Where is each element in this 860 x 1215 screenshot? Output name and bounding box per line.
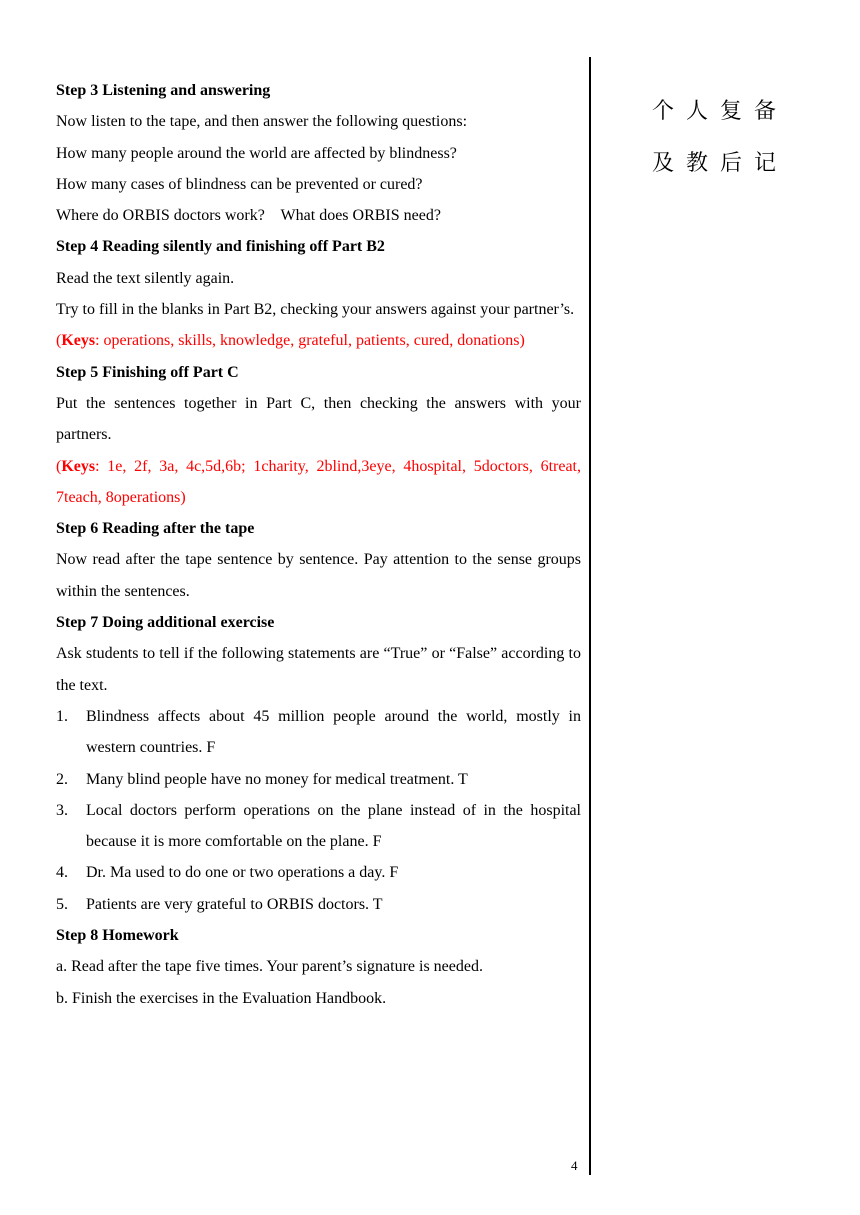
- keys-label: Keys: [61, 332, 96, 350]
- step7-line: Ask students to tell if the following statements are “True” or “False” according to the text.: [56, 645, 581, 694]
- step3-heading: Step 3 Listening and answering: [56, 82, 271, 99]
- list-item-number: 1.: [56, 707, 68, 725]
- list-item-number: 4.: [56, 864, 68, 882]
- step4-heading: Step 4 Reading silently and finishing off Part B2: [56, 238, 385, 256]
- keys-open: (: [56, 332, 62, 350]
- step4-line: Read the text silently again.: [56, 269, 235, 287]
- step8-heading: Step 8 Homework: [56, 927, 179, 945]
- list-item: [56, 764, 581, 795]
- step6-heading: Step 6 Reading after the tape: [56, 520, 255, 538]
- list-item-number: 5.: [56, 895, 68, 913]
- lesson-plan-body: [56, 75, 581, 1014]
- list-item: [56, 795, 581, 858]
- step4-keys: [56, 325, 581, 356]
- side-note-line: 及教后记: [652, 151, 789, 176]
- step5-line: Put the sentences together in Part C, then checking the answers with your partners.: [56, 394, 581, 444]
- list-item-number: 2.: [56, 770, 68, 788]
- step5-heading: Step 5 Finishing off Part C: [56, 363, 239, 381]
- step4-line: Try to fill in the blanks in Part B2, checking your answers against your partner’s.: [56, 301, 575, 319]
- step3-question: Where do ORBIS doctors work? What does ORBIS need?: [56, 207, 441, 225]
- step3-question: How many cases of blindness can be prevented or cured?: [56, 175, 423, 193]
- list-item-text: Patients are very grateful to ORBIS doctors. T: [86, 895, 383, 913]
- page-number: 4: [571, 1158, 578, 1173]
- keys-text: : operations, skills, knowledge, grateful, patients, cured, donations): [95, 332, 525, 350]
- list-item-number: 3.: [56, 801, 68, 819]
- list-item-text: Local doctors perform operations on the plane instead of in the hospital because it is more comfortable on the plane. F: [86, 801, 581, 851]
- keys-label: Keys: [61, 457, 96, 475]
- step3-question: How many people around the world are affected by blindness?: [56, 144, 457, 162]
- keys-open: (: [56, 457, 62, 475]
- step8-line: b. Finish the exercises in the Evaluation Handbook.: [56, 989, 387, 1007]
- side-note-line: 个人复备: [652, 99, 789, 124]
- side-note: [652, 86, 792, 190]
- step6-line: Now read after the tape sentence by sentence. Pay attention to the sense groups within the sentences.: [56, 551, 581, 600]
- list-item: [56, 857, 581, 888]
- step5-keys: [56, 451, 581, 514]
- list-item-text: Blindness affects about 45 million people around the world, mostly in western countries. F: [86, 707, 581, 757]
- column-divider: [589, 57, 591, 1175]
- step8-line: a. Read after the tape five times. Your parent’s signature is needed.: [56, 958, 483, 976]
- step7-heading: Step 7 Doing additional exercise: [56, 614, 275, 632]
- list-item-text: Many blind people have no money for medical treatment. T: [86, 770, 468, 788]
- keys-text: : 1e, 2f, 3a, 4c,5d,6b; 1charity, 2blind,3eye, 4hospital, 5doctors, 6treat, 7teach, 8operations): [56, 457, 581, 506]
- step3-line: Now listen to the tape, and then answer the following questions:: [56, 113, 468, 131]
- true-false-list: [56, 701, 581, 920]
- list-item-text: Dr. Ma used to do one or two operations a day. F: [86, 864, 399, 882]
- list-item: [56, 701, 581, 764]
- list-item: [56, 889, 581, 920]
